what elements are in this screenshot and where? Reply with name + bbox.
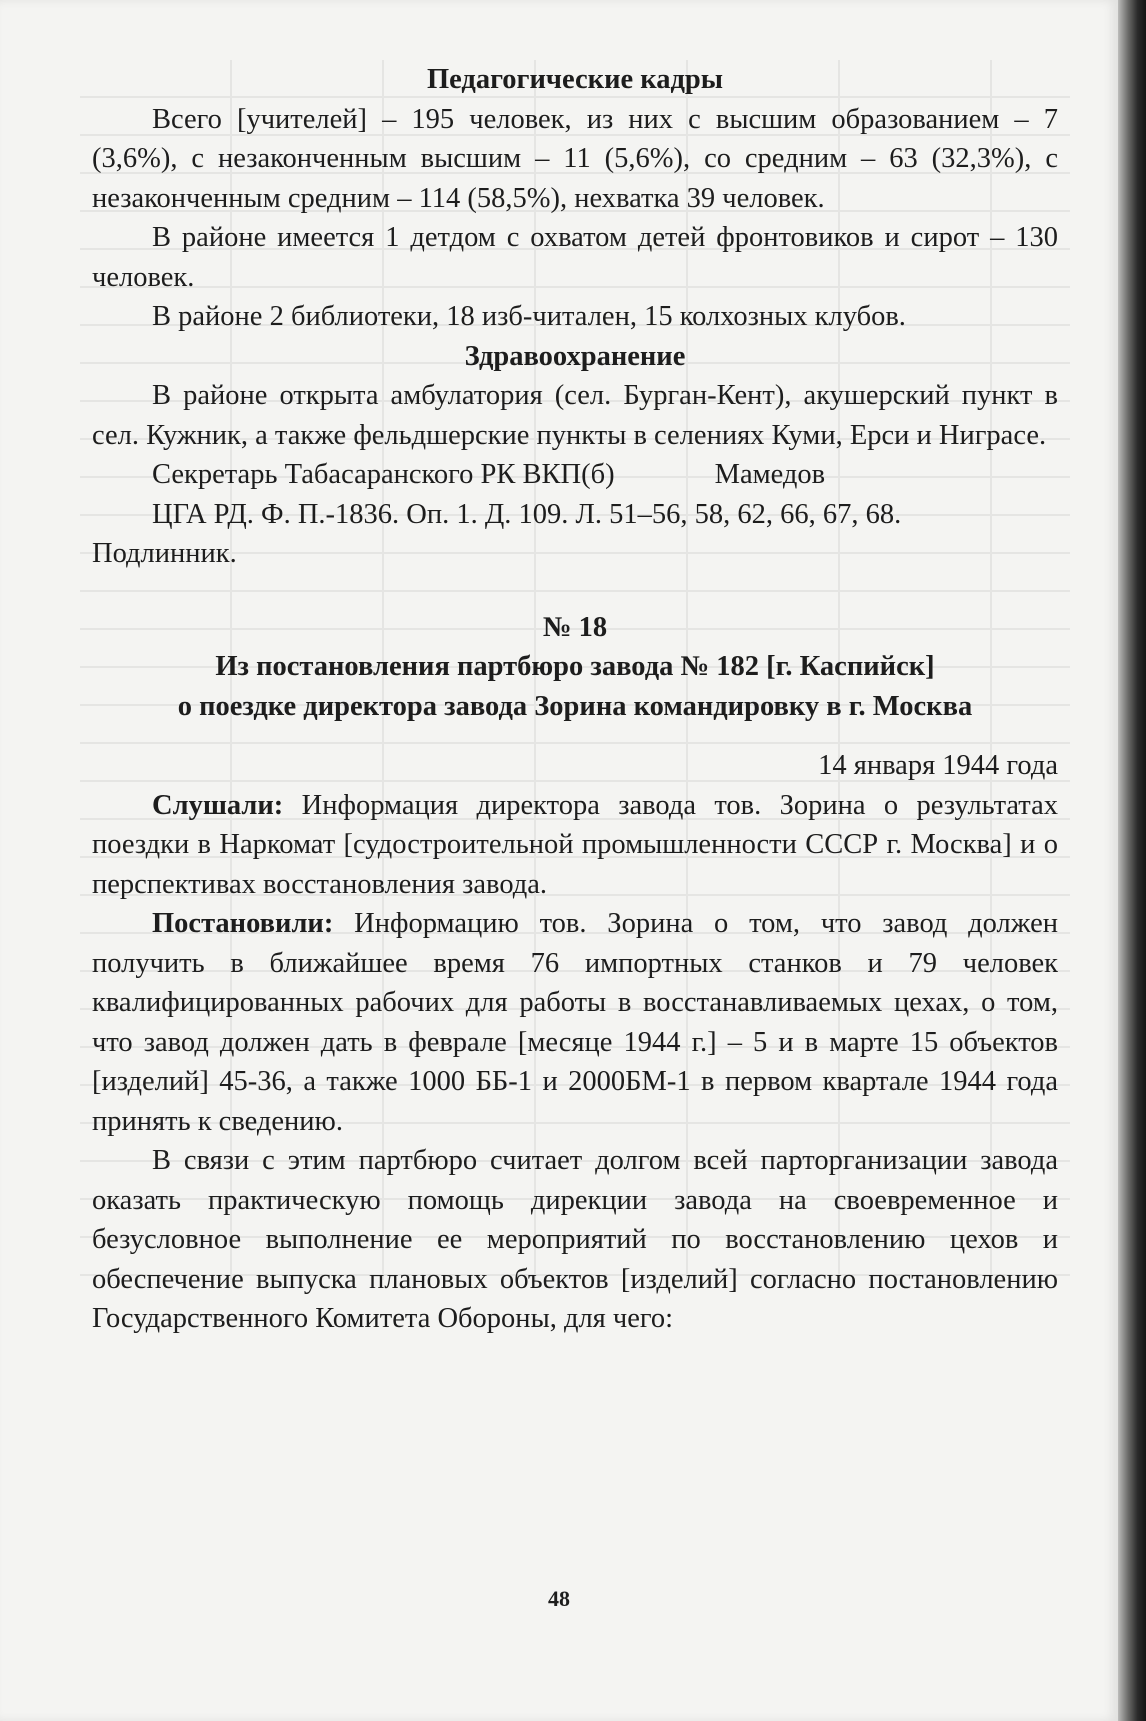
page-text	[92, 60, 1058, 1339]
signature-name: Мамедов	[714, 459, 826, 490]
document-number: № 18	[542, 611, 608, 643]
paragraph-heard	[92, 786, 1058, 905]
document-title-line2: о поездке директора завода Зорина командировку в г. Москва	[177, 690, 973, 722]
page-number: 48	[548, 1586, 570, 1611]
paragraph-libraries: В районе 2 библиотеки, 18 изб-читален, 15 колхозных клубов.	[152, 301, 906, 332]
heard-text: Информация директора завода тов. Зорина о результатах поездки в Наркомат [судостроительной промышленности СССР г. Москва] и о перспективах восстановления завода.	[92, 789, 1058, 900]
paragraph-party-duty: В связи с этим партбюро считает долгом всей парторганизации завода оказать практическую помощь дирекции завода на своевременное и безусловное выполнение ее мероприятий по восстановлению цехов и обеспечение выпуска плановых объектов [изделий] согласно постановлению Государственного Комитета Обороны, для чего:	[92, 1145, 1058, 1334]
original-note: Подлинник.	[92, 538, 237, 569]
paragraph-resolved	[92, 904, 1058, 1141]
resolved-text: Информацию тов. Зорина о том, что завод должен получить в ближайшее время 76 импортных станков и 79 человек квалифицированных рабочих для работы в восстанавливаемых цехах, о том, что завод должен дать в феврале [месяце 1944 г.] – 5 и в марте 15 объектов [изделий] 45-36, а также 1000 ББ-1 и 2000БМ-1 в первом квартале 1944 года принять к сведению.	[92, 908, 1058, 1137]
resolved-label: Постановили:	[152, 908, 334, 939]
archive-reference: ЦГА РД. Ф. П.-1836. Оп. 1. Д. 109. Л. 51–56, 58, 62, 66, 67, 68.	[152, 498, 902, 530]
signature-line	[92, 455, 1058, 495]
heard-label: Слушали:	[152, 789, 284, 821]
document-title-line1: Из постановления партбюро завода № 182 [г. Каспийск]	[215, 651, 935, 682]
document-date: 14 января 1944 года	[818, 750, 1058, 781]
paragraph-healthcare: В районе открыта амбулатория (сел. Бурган-Кент), акушерский пункт в сел. Кужник, а также фельдшерские пункты в селениях Куми, Ерси и Ниграсе.	[92, 380, 1058, 451]
book-spine	[1118, 0, 1146, 1721]
signature-role: Секретарь Табасаранского РК ВКП(б)	[152, 459, 615, 490]
paragraph-orphanage: В районе имеется 1 детдом с охватом детей фронтовиков и сирот – 130 человек.	[92, 222, 1058, 293]
section-title-healthcare: Здравоохранение	[464, 340, 686, 372]
paragraph-teachers: Всего [учителей] – 195 человек, из них с высшим образованием – 7 (3,6%), с незаконченным высшим – 11 (5,6%), со средним – 63 (32,3%), с незаконченным средним – 114 (58,5%), нехватка 39 человек.	[92, 103, 1058, 214]
section-title-pedagogical-staff: Педагогические кадры	[426, 64, 724, 95]
